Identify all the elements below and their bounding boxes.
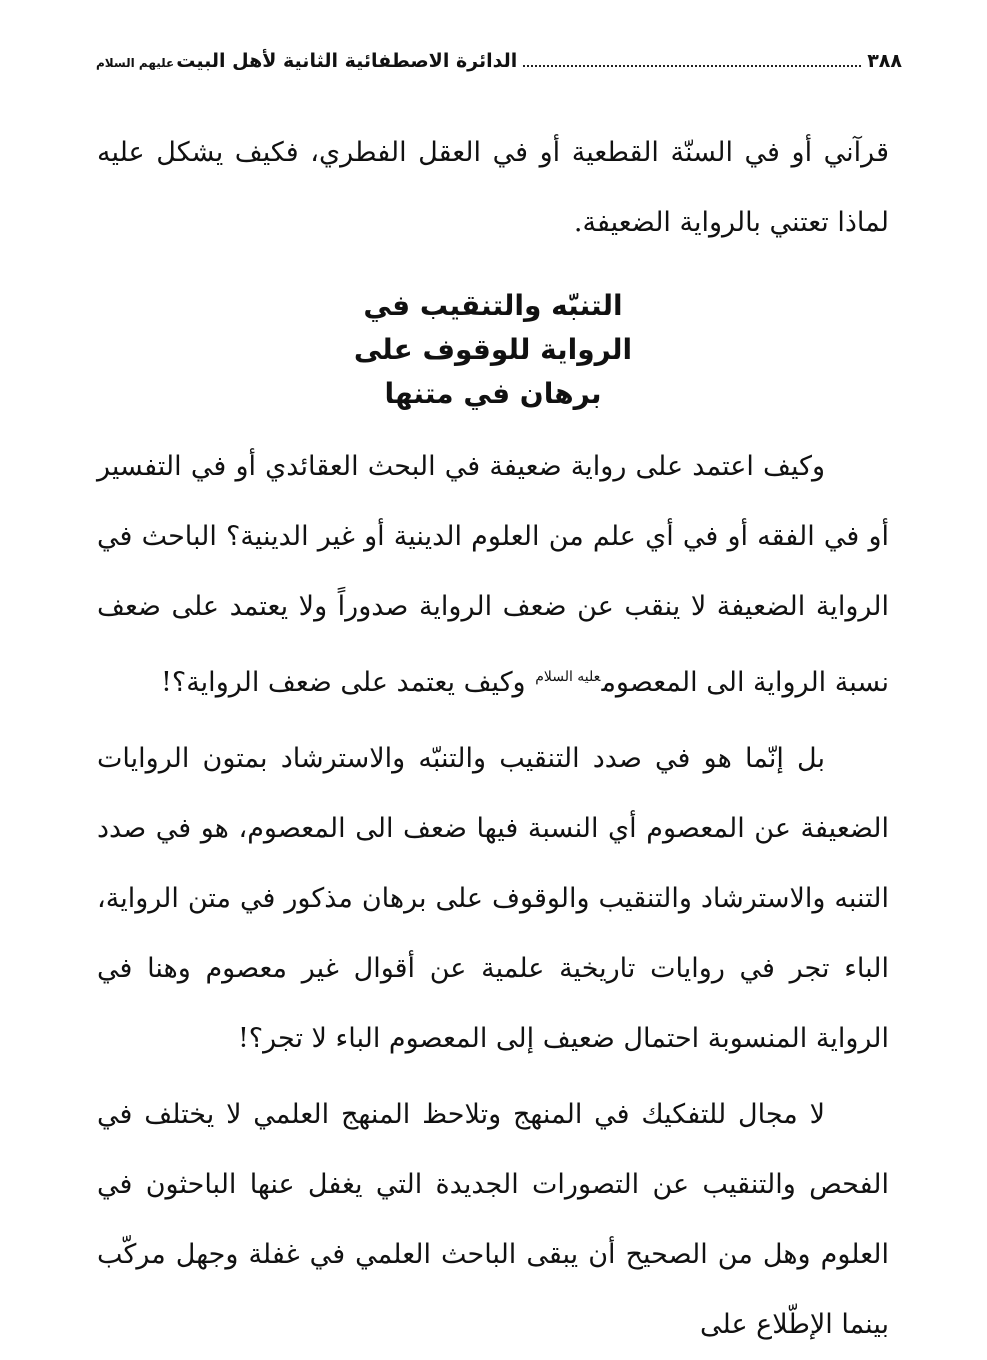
heading-line-3: برهان في متنها	[384, 377, 602, 410]
section-heading	[97, 284, 889, 416]
body-text	[97, 118, 889, 1360]
page-number: ٣٨٨	[867, 50, 902, 72]
paragraph-2	[97, 432, 889, 718]
running-title: الدائرة الاصطفائية الثانية لأهل البيت	[176, 50, 518, 72]
paragraph-2-end: وكيف يعتمد على ضعف الرواية؟!	[161, 667, 535, 698]
paragraph-3: بل إنّما هو في صدد التنقيب والتنبّه والاسترشاد بمتون الروايات الضعيفة عن المعصوم أي النسبة فيها ضعف الى المعصوم، هو في صدد التنبه والاسترشاد والتنقيب والوقوف على برهان مذكور في متن الرواية، الباء تجر في روايات تاريخية علمية عن أقوال غير معصوم وهنا في الرواية المنسوبة احتمال ضعيف إلى المعصوم الباء لا تجر؟!	[97, 743, 889, 1054]
honorific-glyph: عليه السلام	[535, 669, 601, 685]
running-header	[96, 50, 902, 72]
paragraph-4: لا مجال للتفكيك في المنهج وتلاحظ المنهج العلمي لا يختلف في الفحص والتنقيب عن التصورات الجديدة التي يغفل عنها الباحثون في العلوم وهل من الصحيح أن يبقى الباحث العلمي في غفلة وجهل مركّب بينما الإطّلاع على	[97, 1099, 889, 1340]
dotted-leader	[523, 64, 861, 67]
running-title-honorific: عليهم السلام	[96, 56, 175, 70]
paragraph-2-text: وكيف اعتمد على رواية ضعيفة في البحث العقائدي أو في التفسير أو في الفقه أو في أي علم من العلوم الدينية أو غير الدينية؟ الباحث في الرواية الضعيفة لا ينقب عن ضعف الرواية صدوراً ولا يعتمد على ضعف نسبة الرواية الى المعصوم	[97, 451, 889, 698]
heading-line-1: التنبّه والتنقيب في	[363, 289, 623, 322]
paragraph-1: قرآني أو في السنّة القطعية أو في العقل الفطري، فكيف يشكل عليه لماذا تعتني بالرواية الضعيفة.	[97, 137, 889, 238]
heading-line-2: الرواية للوقوف على	[353, 333, 633, 366]
